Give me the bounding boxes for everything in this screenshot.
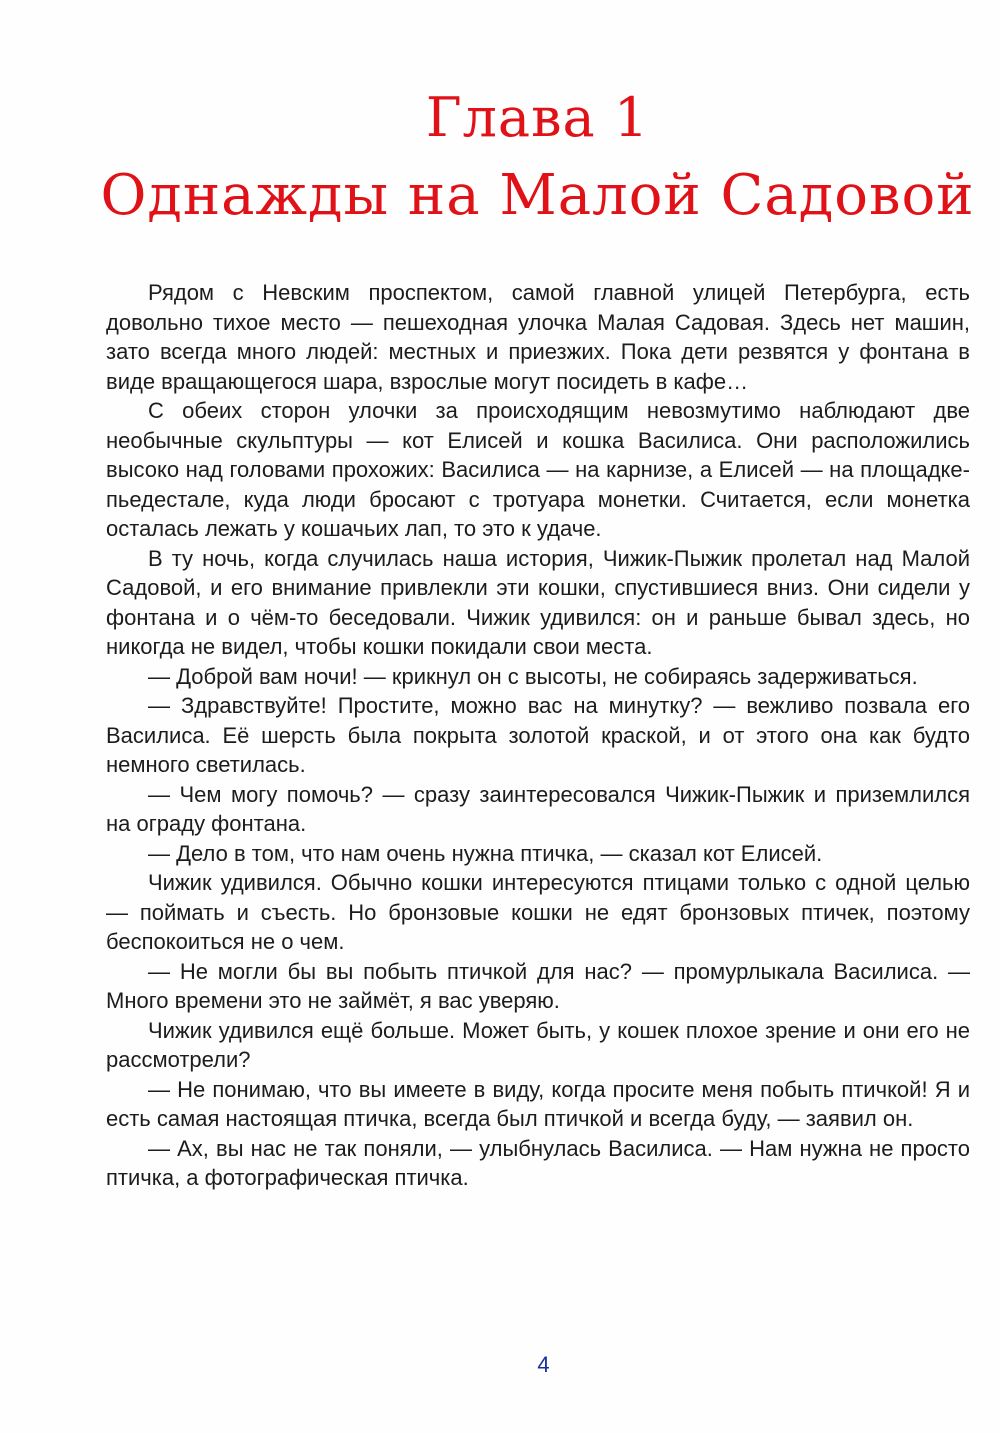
paragraph: Чижик удивился ещё больше. Может быть, у кошек плохое зрение и они его не рассмотрели? xyxy=(106,1017,970,1072)
paragraph: — Здравствуйте! Простите, можно вас на минутку? — вежливо позвала его Василиса. Её шерсть была покрыта золотой краской, и от этого она как будто немного светилась. xyxy=(106,693,970,777)
chapter-label: Глава 1 xyxy=(425,86,650,149)
paragraph: Чижик удивился. Обычно кошки интересуются птицами только с одной целью — поймать и съесть. Но бронзовые кошки не едят бронзовых птичек, поэтому беспокоиться не о чем. xyxy=(106,870,970,954)
paragraph: — Ах, вы нас не так поняли, — улыбнулась Василиса. — Нам нужна не просто птичка, а фотографическая птичка. xyxy=(106,1135,970,1190)
paragraph: — Чем могу помочь? — сразу заинтересовался Чижик-Пыжик и приземлился на ограду фонтана. xyxy=(106,781,970,836)
chapter-title: Однажды на Малой Садовой xyxy=(100,163,975,228)
page-number: 4 xyxy=(537,1352,550,1377)
paragraph: — Доброй вам ночи! — крикнул он с высоты, не собираясь задерживаться. xyxy=(148,663,918,689)
paragraph: В ту ночь, когда случилась наша история, Чижик-Пыжик пролетал над Малой Садовой, и его внимание привлекли эти кошки, спустившиеся вниз. Они сидели у фонтана и о чём-то беседовали. Чижик удивился: он и раньше бывал здесь, но никогда не видел, чтобы кошки покидали свои места. xyxy=(106,545,970,659)
paragraph: — Дело в том, что нам очень нужна птичка, — сказал кот Елисей. xyxy=(148,840,823,866)
paragraph: — Не понимаю, что вы имеете в виду, когда просите меня побыть птичкой! Я и есть самая настоящая птичка, всегда был птичкой и всегда буду, — заявил он. xyxy=(106,1076,970,1131)
body-text xyxy=(106,278,970,1193)
paragraph: Рядом с Невским проспектом, самой главной улицей Петербурга, есть довольно тихое место — пешеходная улочка Малая Садовая. Здесь нет машин, зато всегда много людей: местных и приезжих. Пока дети резвятся у фонтана в виде вращающегося шара, взрослые могут посидеть в кафе… xyxy=(106,280,970,394)
paragraph: С обеих сторон улочки за происходящим невозмутимо наблюдают две необычные скульптуры — кот Елисей и кошка Василиса. Они расположились высоко над головами прохожих: Василиса — на карнизе, а Елисей — на площадке-пьедестале, куда люди бросают с тротуара монетки. Считается, если монетка осталась лежать у кошачьих лап, то это к удаче. xyxy=(106,398,970,541)
paragraph: — Не могли бы вы побыть птичкой для нас? — промурлыкала Василиса. — Много времени это не займёт, я вас уверяю. xyxy=(106,958,970,1013)
